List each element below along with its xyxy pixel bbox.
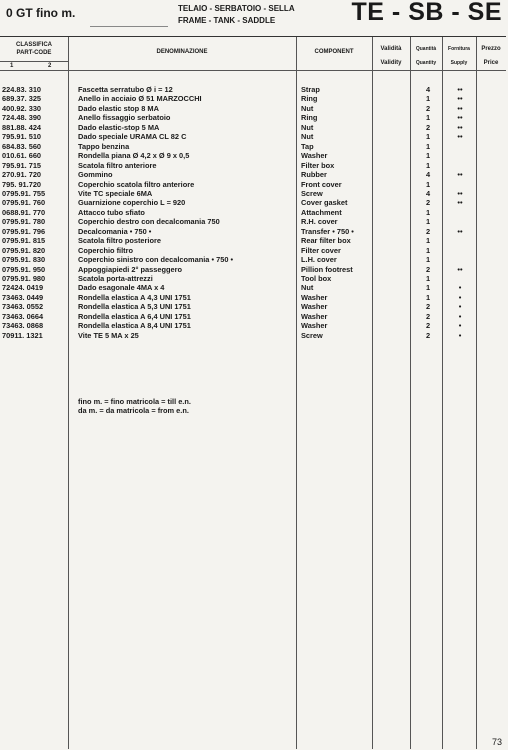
description-cell: Anello in acciaio Ø 51 MARZOCCHI	[78, 94, 202, 104]
description-cell: Decalcomania • 750 •	[78, 226, 152, 236]
part-code-cell: 881.88. 424	[2, 122, 42, 132]
table-row	[0, 132, 506, 141]
component-cell: Tap	[301, 141, 314, 151]
col-head-component: COMPONENT	[314, 49, 354, 55]
description-cell: Vite TE 5 MA x 25	[78, 330, 139, 340]
table-row	[0, 331, 506, 340]
component-cell: Nut	[301, 283, 314, 293]
description-cell: Coperchio sinistro con decalcomania • 750 •	[78, 255, 234, 265]
part-code-cell: 270.91. 720	[2, 170, 42, 180]
part-code-cell: 0795.91. 830	[2, 255, 46, 265]
component-cell: Washer	[301, 302, 328, 312]
description-cell: Rondella piana Ø 4,2 x Ø 9 x 0,5	[78, 151, 190, 161]
table-row	[0, 151, 506, 160]
model-title: 0 GT fino m.	[6, 6, 76, 20]
table-row	[0, 113, 506, 122]
supply-cell: ••	[457, 188, 463, 198]
description-cell: Dado esagonale 4MA x 4	[78, 283, 165, 293]
description-cell: Rondella elastica A 4,3 UNI 1751	[78, 292, 191, 302]
quantity-cell: 2	[425, 122, 431, 132]
table-row	[0, 274, 506, 283]
table-row	[0, 246, 506, 255]
table-row	[0, 180, 506, 189]
supply-cell: ••	[457, 132, 463, 142]
component-cell: Washer	[301, 311, 328, 321]
description-cell: Vite TC speciale 6MA	[78, 188, 153, 198]
quantity-cell: 1	[425, 274, 431, 283]
part-code-cell: 795.91. 715	[2, 160, 42, 170]
part-code-cell: 0795.91. 796	[2, 226, 46, 236]
col-sub-2: 2	[48, 63, 52, 69]
component-cell: Attachment	[301, 207, 342, 217]
quantity-cell: 1	[425, 245, 431, 255]
component-cell: Rubber	[301, 170, 327, 180]
col-sub-1: 1	[10, 63, 14, 69]
component-cell: L.H. cover	[301, 255, 337, 265]
description-cell: Anello fissaggio serbatoio	[78, 113, 171, 123]
part-code-cell: 795. 91.720	[2, 179, 42, 189]
part-code-cell: 0795.91. 815	[2, 236, 46, 246]
description-cell: Tappo benzina	[78, 141, 130, 151]
component-cell: Ring	[301, 113, 318, 123]
group-title-en: FRAME - TANK - SADDLE	[178, 16, 276, 25]
table-row	[0, 198, 506, 207]
description-cell: Coperchio destro con decalcomania 750	[78, 217, 220, 227]
supply-cell: ••	[457, 198, 463, 208]
component-cell: Filter cover	[301, 245, 341, 255]
part-code-cell: 689.37. 325	[2, 94, 42, 104]
table-row	[0, 161, 506, 170]
supply-cell: ••	[457, 122, 463, 132]
table-row	[0, 217, 506, 226]
quantity-cell: 4	[425, 85, 431, 94]
component-cell: Transfer • 750 •	[301, 226, 354, 236]
table-row	[0, 265, 506, 274]
description-cell: Scatola porta-attrezzi	[78, 274, 153, 283]
supply-cell: ••	[457, 113, 463, 123]
component-cell: Screw	[301, 188, 323, 198]
quantity-cell: 1	[425, 255, 431, 265]
description-cell: Scatola filtro anteriore	[78, 160, 157, 170]
supply-cell: ••	[457, 170, 463, 180]
part-code-cell: 73463. 0449	[2, 292, 44, 302]
page-number: 73	[491, 737, 502, 747]
table-row	[0, 227, 506, 236]
description-cell: Coperchio scatola filtro anteriore	[78, 179, 195, 189]
quantity-cell: 1	[425, 236, 431, 246]
part-code-cell: 73463. 0664	[2, 311, 44, 321]
supply-cell: ••	[457, 103, 463, 113]
table-row	[0, 94, 506, 103]
table-row	[0, 321, 506, 330]
part-code-cell: 0795.91. 950	[2, 264, 46, 274]
table-row	[0, 104, 506, 113]
component-cell: Screw	[301, 330, 323, 340]
col-head-validity: Validità Validity	[380, 46, 402, 66]
component-cell: Pillion footrest	[301, 264, 353, 274]
quantity-cell: 1	[425, 283, 431, 293]
col-head-denominazione: DENOMINAZIONE	[156, 49, 208, 55]
quantity-cell: 2	[425, 226, 431, 236]
group-title	[178, 3, 295, 27]
col-head-supply: Fornitura Supply	[448, 46, 470, 66]
part-code-cell: 72424. 0419	[2, 283, 44, 293]
quantity-cell: 1	[425, 207, 431, 217]
table-row	[0, 170, 506, 179]
table-row	[0, 123, 506, 132]
quantity-cell: 1	[425, 292, 431, 302]
description-cell: Guarnizione coperchio L = 920	[78, 198, 186, 208]
component-cell: Nut	[301, 103, 314, 113]
quantity-cell: 1	[425, 179, 431, 189]
table-row	[0, 189, 506, 198]
quantity-cell: 1	[425, 94, 431, 104]
col-head-partcode: CLASSIFICA PART-CODE	[16, 42, 52, 56]
group-title-it: TELAIO - SERBATOIO - SELLA	[178, 4, 295, 13]
part-code-cell: 0795.91. 755	[2, 188, 46, 198]
table-row	[0, 236, 506, 245]
part-code-cell: 0795.91. 780	[2, 217, 46, 227]
supply-cell: •	[458, 302, 462, 312]
quantity-cell: 2	[425, 103, 431, 113]
description-cell: Rondella elastica A 6,4 UNI 1751	[78, 311, 191, 321]
supply-cell: •	[458, 283, 462, 293]
quantity-cell: 1	[425, 132, 431, 142]
part-code-cell: 0795.91. 980	[2, 274, 46, 283]
component-cell: Nut	[301, 122, 314, 132]
component-cell: Filter box	[301, 160, 335, 170]
quantity-cell: 2	[425, 311, 431, 321]
supply-cell: ••	[457, 226, 463, 236]
quantity-cell: 1	[425, 141, 431, 151]
col-head-quantity: Quantità Quantity	[415, 46, 437, 66]
description-cell: Dado elastic stop 8 MA	[78, 103, 159, 113]
table-row	[0, 302, 506, 311]
note-line-1: fino m. = fino matricola = till e.n.	[78, 397, 191, 406]
description-cell: Attacco tubo sfiato	[78, 207, 145, 217]
part-code-cell: 0795.91. 760	[2, 198, 46, 208]
description-cell: Scatola filtro posteriore	[78, 236, 161, 246]
part-code-cell: 684.83. 560	[2, 141, 42, 151]
table-row	[0, 255, 506, 264]
component-cell: Tool box	[301, 274, 332, 283]
part-code-cell: 0688.91. 770	[2, 207, 46, 217]
quantity-cell: 2	[425, 198, 431, 208]
component-cell: Front cover	[301, 179, 342, 189]
description-cell: Appoggiapiedi 2° passeggero	[78, 264, 182, 274]
part-code-cell: 010.61. 660	[2, 151, 42, 161]
part-code-cell: 224.83. 310	[2, 85, 42, 94]
supply-cell: •	[458, 292, 462, 302]
description-cell: Rondella elastica A 5,3 UNI 1751	[78, 302, 191, 312]
component-cell: Cover gasket	[301, 198, 348, 208]
part-code-cell: 73463. 0868	[2, 321, 44, 331]
table-row	[0, 85, 506, 94]
supply-cell: ••	[457, 85, 463, 94]
quantity-cell: 2	[425, 321, 431, 331]
table-row	[0, 208, 506, 217]
supply-cell: ••	[457, 264, 463, 274]
description-cell: Rondella elastica A 8,4 UNI 1751	[78, 321, 191, 331]
col-head-price: Prezzo Price	[481, 46, 501, 66]
description-cell: Coperchio filtro	[78, 245, 134, 255]
part-code-cell: 795.91. 510	[2, 132, 42, 142]
description-cell: Dado speciale URAMA CL 82 C	[78, 132, 187, 142]
component-cell: Strap	[301, 85, 320, 94]
quantity-cell: 2	[425, 264, 431, 274]
handwritten-mark	[90, 26, 168, 27]
component-cell: Rear filter box	[301, 236, 351, 246]
note-line-2: da m. = da matricola = from e.n.	[78, 406, 189, 415]
component-cell: Nut	[301, 132, 314, 142]
supply-cell: •	[458, 321, 462, 331]
supply-cell: •	[458, 311, 462, 321]
table-row	[0, 142, 506, 151]
header-divider	[0, 70, 506, 71]
parts-table	[0, 36, 506, 749]
part-code-cell: 400.92. 330	[2, 103, 42, 113]
component-cell: Washer	[301, 151, 328, 161]
quantity-cell: 1	[425, 160, 431, 170]
quantity-cell: 2	[425, 330, 431, 340]
quantity-cell: 1	[425, 113, 431, 123]
table-row	[0, 283, 506, 292]
series-title: TE - SB - SE	[351, 0, 502, 26]
table-row	[0, 293, 506, 302]
part-code-cell: 73463. 0552	[2, 302, 44, 312]
component-cell: Ring	[301, 94, 318, 104]
component-cell: Washer	[301, 321, 328, 331]
table-row	[0, 312, 506, 321]
component-cell: Washer	[301, 292, 328, 302]
description-cell: Dado elastic-stop 5 MA	[78, 122, 160, 132]
part-code-cell: 0795.91. 820	[2, 245, 46, 255]
quantity-cell: 4	[425, 170, 431, 180]
part-code-cell: 724.48. 390	[2, 113, 42, 123]
description-cell: Gommino	[78, 170, 113, 180]
description-cell: Fascetta serratubo Ø i = 12	[78, 85, 173, 94]
quantity-cell: 1	[425, 151, 431, 161]
part-code-cell: 70911. 1321	[2, 330, 43, 340]
component-cell: R.H. cover	[301, 217, 338, 227]
supply-cell: ••	[457, 94, 463, 104]
quantity-cell: 2	[425, 302, 431, 312]
quantity-cell: 4	[425, 188, 431, 198]
supply-cell: •	[458, 330, 462, 340]
quantity-cell: 1	[425, 217, 431, 227]
